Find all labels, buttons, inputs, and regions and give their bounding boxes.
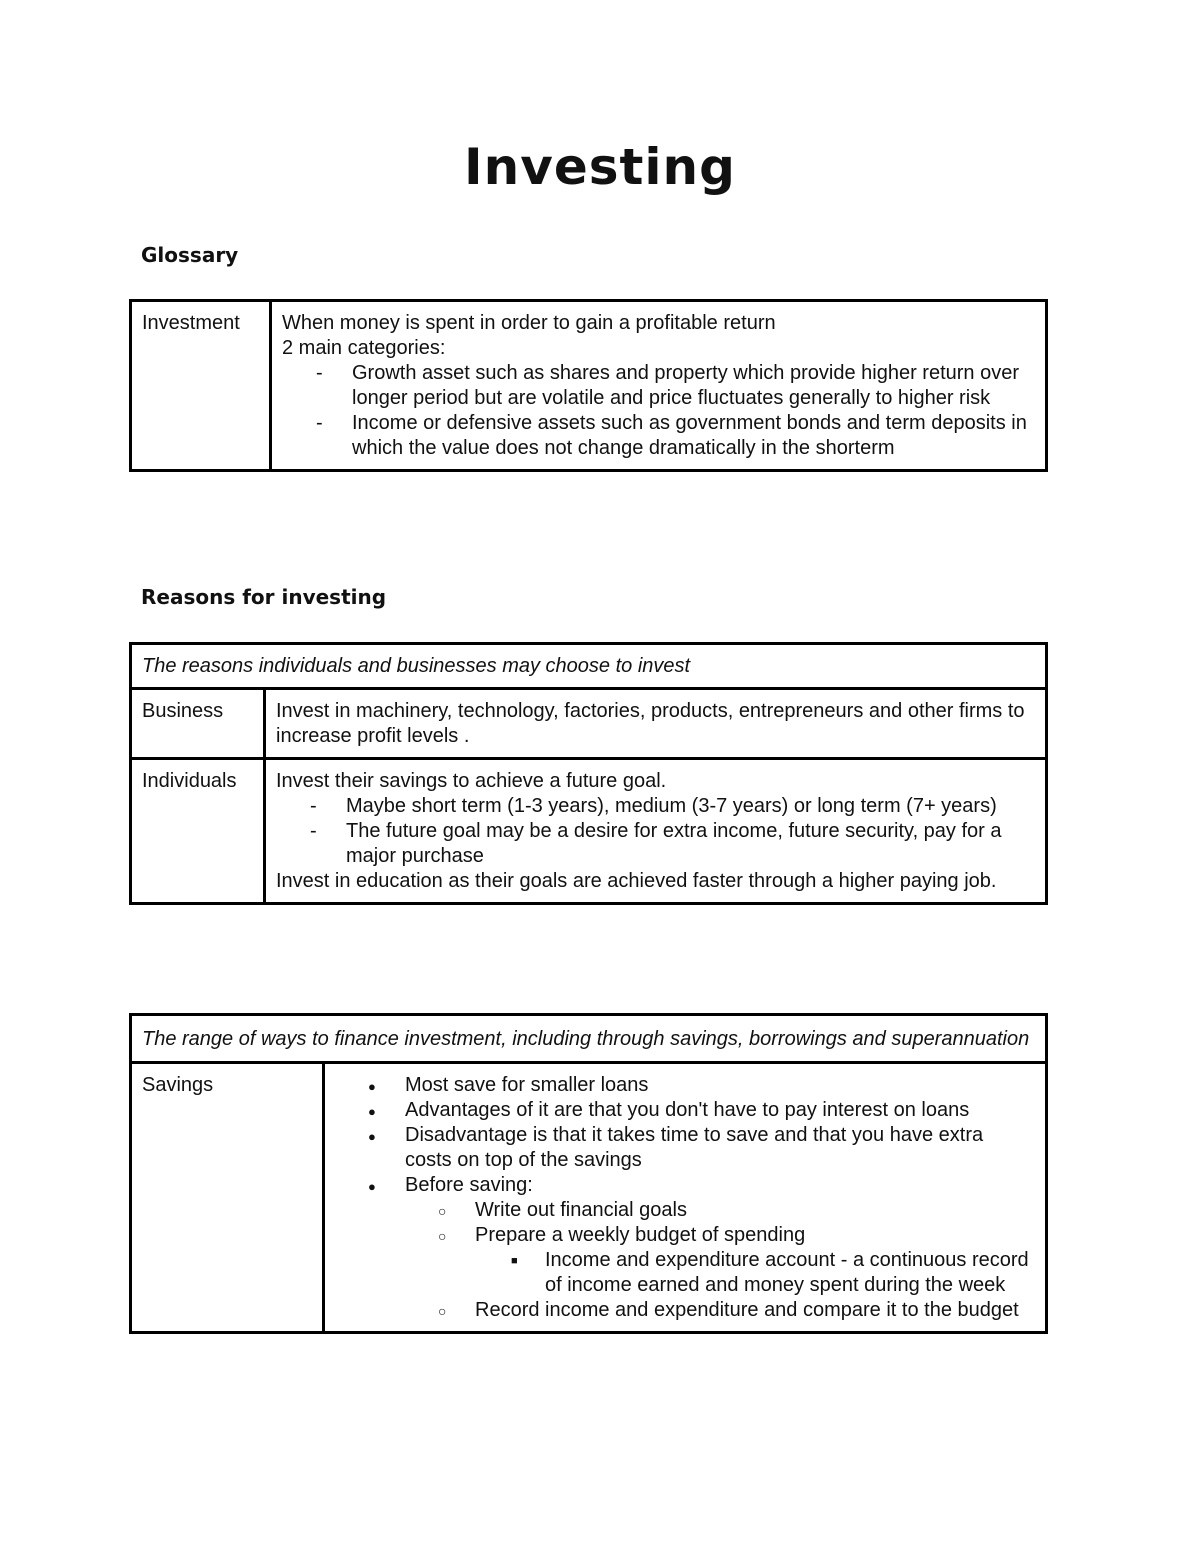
glossary-term: Investment (131, 301, 271, 471)
list-item: ○ Record income and expenditure and compare it to the budget (475, 1298, 1035, 1323)
individuals-intro: Invest their savings to achieve a future goal. (276, 770, 667, 792)
list-item (405, 1173, 1035, 1323)
list-item (475, 1223, 1035, 1298)
glossary-categories-label: 2 main categories: (282, 337, 446, 359)
glossary-table (129, 299, 1048, 472)
list-item: ● Disadvantage is that it takes time to save and that you have extra costs on top of the savings (405, 1123, 1035, 1173)
glossary-definition-cell (271, 301, 1047, 471)
table-row (131, 1015, 1047, 1063)
table-row (131, 301, 1047, 471)
list-item: - Growth asset such as shares and property which provide higher return over longer period but are volatile and price fluctuates generally to higher risk (352, 361, 1035, 411)
budget-label: Prepare a weekly budget of spending (475, 1224, 806, 1246)
budget-list (475, 1248, 1035, 1298)
list-item: ■ Income and expenditure account - a continuous record of income earned and money spent during the week (545, 1248, 1035, 1298)
before-saving-label: Before saving: (405, 1174, 533, 1196)
table-row (131, 759, 1047, 904)
individuals-cell (265, 759, 1047, 904)
savings-points (335, 1073, 1035, 1323)
individuals-label: Individuals (131, 759, 265, 904)
individuals-points (276, 794, 1035, 869)
page-title: Investing (464, 138, 736, 196)
list-item: - The future goal may be a desire for extra income, future security, pay for a major purchase (346, 819, 1035, 869)
finance-table (129, 1013, 1048, 1334)
reasons-table (129, 642, 1048, 905)
table-row (131, 689, 1047, 759)
list-item: - Maybe short term (1-3 years), medium (3-7 years) or long term (7+ years) (346, 794, 1035, 819)
table-row (131, 1063, 1047, 1333)
glossary-heading: Glossary (141, 243, 239, 267)
list-item: ● Most save for smaller loans (405, 1073, 1035, 1098)
reasons-caption: The reasons individuals and businesses may choose to invest (131, 644, 1047, 689)
individuals-outro: Invest in education as their goals are achieved faster through a higher paying job. (276, 870, 997, 892)
glossary-categories-list (282, 361, 1035, 461)
savings-cell (324, 1063, 1047, 1333)
finance-caption: The range of ways to finance investment, including through savings, borrowings and superannuation (131, 1015, 1047, 1063)
business-label: Business (131, 689, 265, 759)
reasons-heading: Reasons for investing (141, 585, 387, 609)
before-saving-list (405, 1198, 1035, 1323)
list-item: ● Advantages of it are that you don't have to pay interest on loans (405, 1098, 1035, 1123)
glossary-definition: When money is spent in order to gain a profitable return (282, 312, 776, 334)
savings-label: Savings (131, 1063, 324, 1333)
business-text: Invest in machinery, technology, factories, products, entrepreneurs and other firms to increase profit levels . (265, 689, 1047, 759)
list-item: - Income or defensive assets such as government bonds and term deposits in which the value does not change dramatically in the shorterm (352, 411, 1035, 461)
table-row (131, 644, 1047, 689)
list-item: ○ Write out financial goals (475, 1198, 1035, 1223)
